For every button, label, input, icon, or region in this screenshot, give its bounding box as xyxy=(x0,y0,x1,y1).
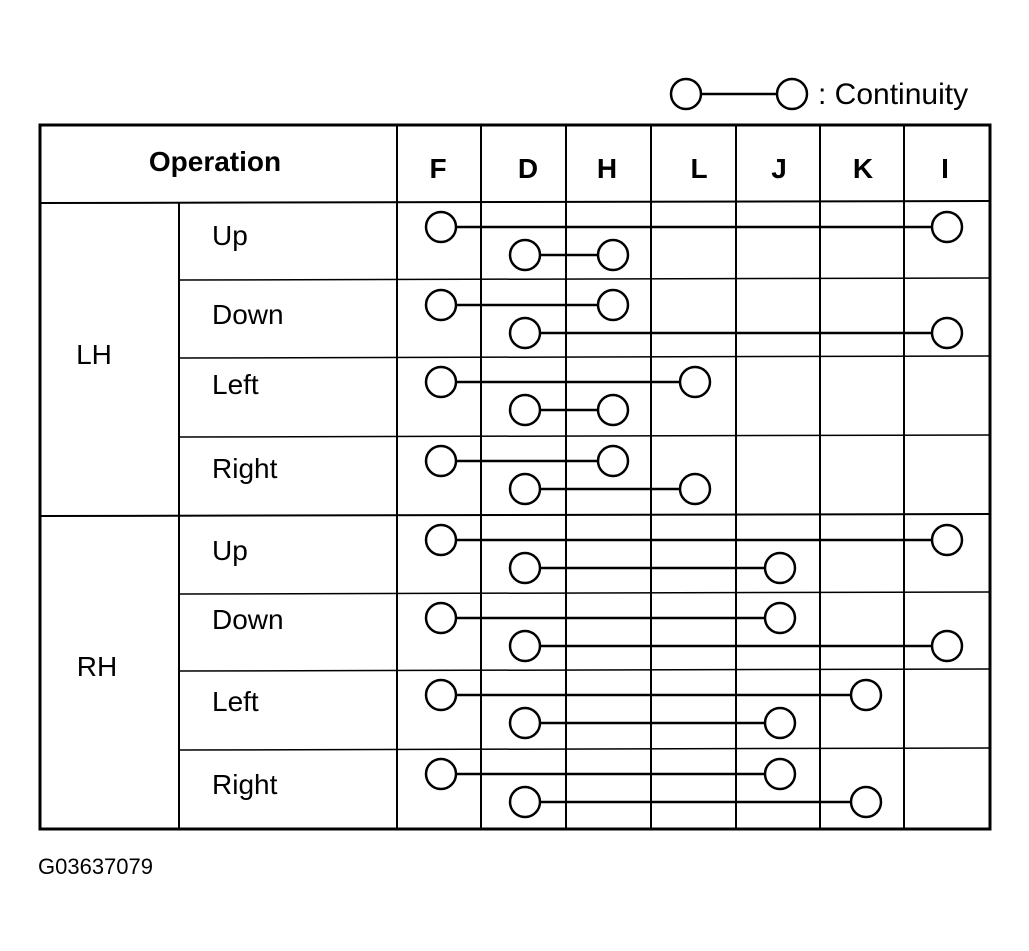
table-header xyxy=(149,146,949,184)
header-divider xyxy=(40,201,990,203)
operation-label-rh-up: Up xyxy=(212,535,248,566)
terminal-circle-rh-up-f xyxy=(426,525,456,555)
legend-label: : Continuity xyxy=(818,78,969,111)
terminal-circle-lh-right-d xyxy=(510,474,540,504)
terminal-header-d: D xyxy=(517,153,539,184)
terminal-circle-rh-down-i xyxy=(932,631,962,661)
terminal-circle-lh-down-i xyxy=(932,318,962,348)
row-divider xyxy=(179,278,990,280)
terminal-circle-rh-right-k xyxy=(851,787,881,817)
terminal-circle-rh-down-j xyxy=(765,603,795,633)
terminal-circle-lh-down-f xyxy=(426,290,456,320)
terminal-header-k: K xyxy=(852,153,874,184)
terminal-circle-rh-right-j xyxy=(765,759,795,789)
operation-header: Operation xyxy=(148,146,282,177)
terminal-header-f: F xyxy=(429,153,447,184)
terminal-circle-rh-down-f xyxy=(426,603,456,633)
terminal-circle-lh-down-d xyxy=(510,318,540,348)
operation-labels xyxy=(212,220,284,800)
operation-label-lh-left: Left xyxy=(212,369,259,400)
terminal-circle-rh-up-j xyxy=(765,553,795,583)
legend-terminal-left xyxy=(671,79,701,109)
terminal-circle-rh-left-j xyxy=(765,708,795,738)
terminal-circle-rh-up-d xyxy=(510,553,540,583)
side-label-rh: RH xyxy=(76,651,118,682)
terminal-circle-lh-left-h xyxy=(598,395,628,425)
terminal-circle-rh-left-d xyxy=(510,708,540,738)
row-divider xyxy=(179,669,990,671)
terminal-header-i: I xyxy=(941,153,949,184)
operation-label-lh-up: Up xyxy=(212,220,248,251)
terminal-circle-lh-up-i xyxy=(932,212,962,242)
terminal-circle-lh-left-f xyxy=(426,367,456,397)
terminal-circle-lh-right-l xyxy=(680,474,710,504)
group-divider xyxy=(40,514,990,516)
terminal-circle-lh-down-h xyxy=(598,290,628,320)
row-divider xyxy=(179,356,990,358)
operation-label-rh-left: Left xyxy=(212,686,259,717)
terminal-circle-rh-right-f xyxy=(426,759,456,789)
terminal-circle-rh-down-d xyxy=(510,631,540,661)
terminal-circle-lh-right-f xyxy=(426,446,456,476)
terminal-header-l: L xyxy=(690,153,708,184)
terminal-circle-lh-left-l xyxy=(680,367,710,397)
operation-label-rh-down: Down xyxy=(212,604,284,635)
terminal-circle-rh-left-f xyxy=(426,680,456,710)
terminal-header-j: J xyxy=(771,153,787,184)
figure-code: G03637079 xyxy=(38,854,153,879)
terminal-circle-lh-up-f xyxy=(426,212,456,242)
terminal-circle-rh-right-d xyxy=(510,787,540,817)
row-divider xyxy=(179,748,990,750)
terminal-circle-lh-left-d xyxy=(510,395,540,425)
terminal-circle-lh-right-h xyxy=(598,446,628,476)
legend xyxy=(671,78,968,111)
row-divider xyxy=(179,592,990,594)
row-divider xyxy=(179,435,990,437)
operation-label-lh-right: Right xyxy=(212,453,278,484)
operation-label-rh-right: Right xyxy=(212,769,278,800)
operation-label-lh-down: Down xyxy=(212,299,284,330)
terminal-header-h: H xyxy=(596,153,618,184)
terminal-circle-lh-up-d xyxy=(510,240,540,270)
side-label-lh: LH xyxy=(76,339,112,370)
terminal-circle-lh-up-h xyxy=(598,240,628,270)
terminal-circle-rh-left-k xyxy=(851,680,881,710)
terminal-circle-rh-up-i xyxy=(932,525,962,555)
legend-terminal-right xyxy=(777,79,807,109)
